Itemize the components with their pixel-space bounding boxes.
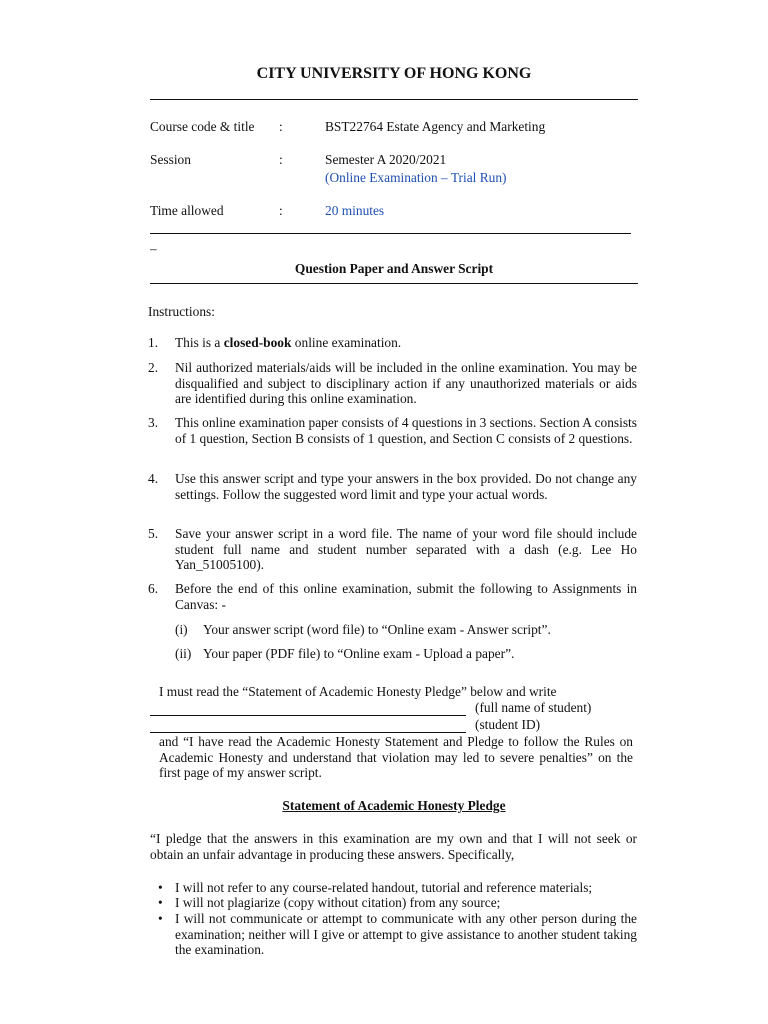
course-colon: : — [279, 119, 283, 134]
course-value: BST22764 Estate Agency and Marketing — [325, 119, 546, 134]
header-divider — [150, 99, 638, 100]
instruction-number: 2. — [148, 360, 159, 375]
time-value: 20 minutes — [325, 203, 385, 218]
instruction-item: This online examination paper consists of 4 questions in 3 sections. Section A consists of 1 question, Section B consists of 1 question, and Section C consists of 2 questions. — [175, 415, 637, 446]
instructions-label: Instructions: — [148, 304, 215, 319]
time-colon: : — [279, 203, 283, 218]
bullet-item: I will not communicate or attempt to communicate with any other person during the examination; neither will I give or attempt to give assistance to another student taking the examination. — [175, 911, 637, 957]
info-divider — [150, 233, 631, 234]
paper-title: Question Paper and Answer Script — [294, 261, 494, 276]
instruction-number: 1. — [148, 335, 159, 350]
pledge-intro-line: I must read the “Statement of Academic Honesty Pledge” below and write — [159, 684, 557, 699]
pledge-intro-rest: and “I have read the Academic Honesty Statement and Pledge to follow the Rules on Academic Honesty and understand that violation may led to severe penalties” on the first page of my answer script. — [159, 734, 633, 780]
closed-book-emphasis: closed-book — [223, 335, 292, 350]
bullet-glyph: • — [158, 911, 163, 926]
instruction-number: 5. — [148, 526, 159, 541]
student-id-blank — [150, 732, 466, 733]
instruction-item: This is a closed-book online examination. — [175, 335, 402, 350]
bullet-item: I will not plagiarize (copy without citation) from any source; — [175, 895, 501, 910]
instruction-item: Nil authorized materials/aids will be included in the online examination. You may be disqualified and subject to disciplinary action if any unauthorized materials or aids are identified during this online examination. — [175, 360, 637, 406]
sub-item-number: (i) — [175, 622, 188, 637]
sub-item-text: Your answer script (word file) to “Online exam - Answer script”. — [203, 622, 551, 637]
instruction-number: 3. — [148, 415, 159, 430]
session-value: Semester A 2020/2021 — [325, 152, 447, 167]
sub-item-text: Your paper (PDF file) to “Online exam - Upload a paper”. — [203, 646, 515, 661]
session-label: Session — [150, 152, 191, 167]
instruction-item: Save your answer script in a word file. The name of your word file should include student full name and student number separated with a dash (e.g. Lee Ho Yan_51005100). — [175, 526, 637, 572]
session-note: (Online Examination – Trial Run) — [325, 170, 507, 185]
statement-title: Statement of Academic Honesty Pledge — [282, 798, 506, 813]
instruction-number: 4. — [148, 471, 159, 486]
bullet-glyph: • — [158, 880, 163, 895]
university-title: CITY UNIVERSITY OF HONG KONG — [256, 65, 532, 82]
title-divider — [150, 283, 638, 284]
course-label: Course code & title — [150, 119, 255, 134]
sub-item-number: (ii) — [175, 646, 192, 661]
instruction-item: Use this answer script and type your answers in the box provided. Do not change any settings. Follow the suggested word limit and type your actual words. — [175, 471, 637, 502]
instruction-item: Before the end of this online examination, submit the following to Assignments in Canvas: - — [175, 581, 637, 612]
statement-body: “I pledge that the answers in this examination are my own and that I will not seek or obtain an unfair advantage in producing these answers. Specifically, — [150, 831, 637, 862]
instruction-number: 6. — [148, 581, 159, 596]
bullet-glyph: • — [158, 895, 163, 910]
session-colon: : — [279, 152, 283, 167]
full-name-caption: (full name of student) — [475, 700, 592, 715]
bullet-item: I will not refer to any course-related handout, tutorial and reference materials; — [175, 880, 593, 895]
full-name-blank — [150, 715, 466, 716]
student-id-caption: (student ID) — [475, 717, 541, 732]
stray-dash: – — [150, 241, 157, 256]
time-label: Time allowed — [150, 203, 224, 218]
